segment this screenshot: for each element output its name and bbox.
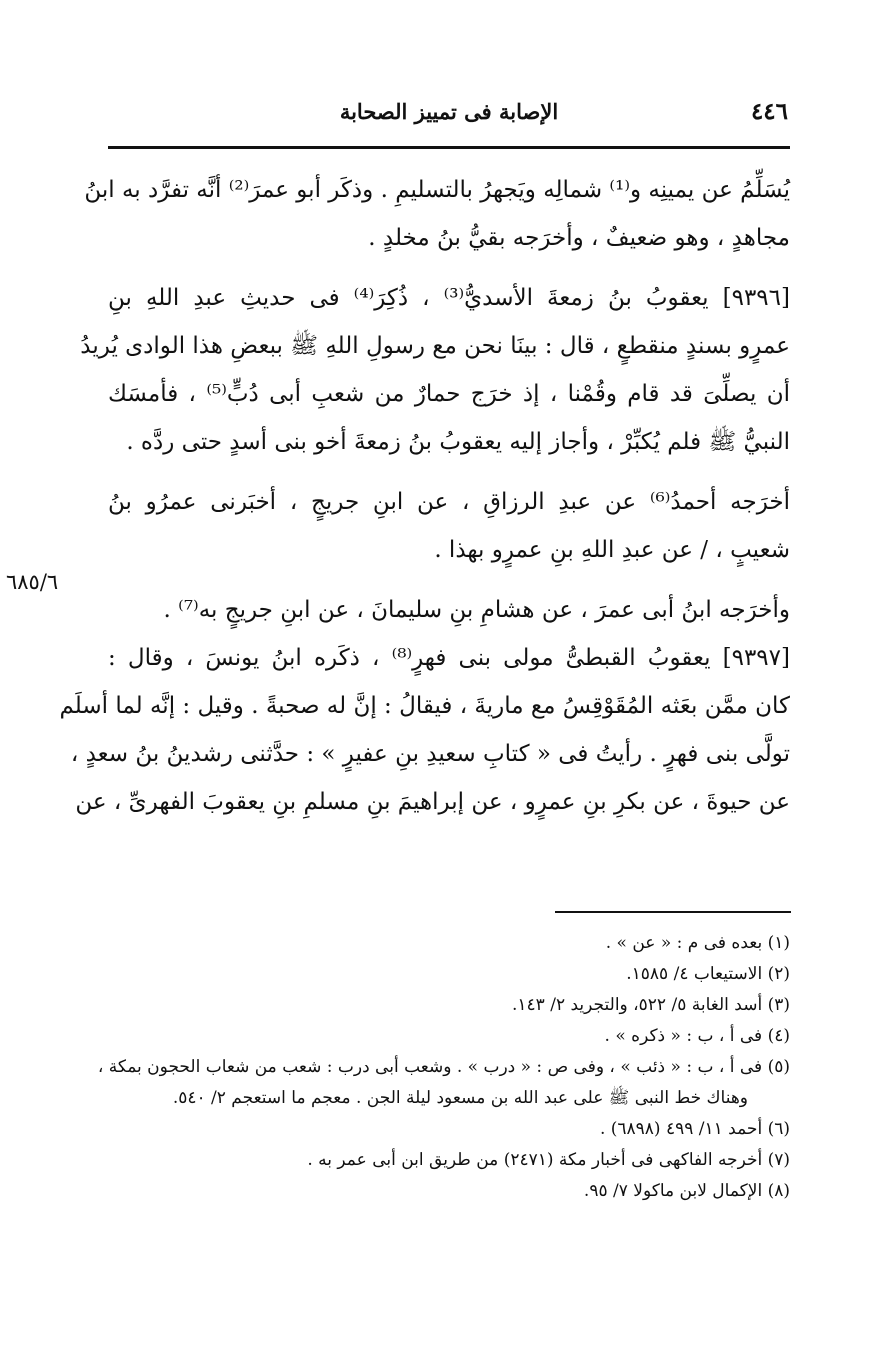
text-line: أن يصلِّىَ قد قام وقُمْنا ، إذ خرَج حمارٌ من شعبِ أبى دُبٍّ⁽⁵⁾ ، فأمسَك: [108, 381, 790, 407]
page-header: [108, 96, 790, 132]
text-line: مجاهدٍ ، وهو ضعيفٌ ، وأخرَجه بقيُّ بنُ مخلدٍ .: [368, 225, 790, 251]
running-title: الإصابة فى تمييز الصحابة: [339, 99, 559, 124]
footnote: (٣) أسد الغابة ٥/ ٥٢٢، والتجريد ٢/ ١٤٣.: [512, 995, 790, 1015]
main-text: [59, 166, 790, 826]
footnote: (٤) فى أ ، ب : « ذكره » .: [604, 1026, 790, 1046]
footnote-rule: [555, 911, 791, 913]
footnote: (٧) أخرجه الفاكهى فى أخبار مكة (٢٤٧١) من طريق ابن أبى عمر به .: [307, 1150, 790, 1170]
margin-volume-page-note: ٦٨٥/٦: [6, 570, 59, 594]
footnote: (٨) الإكمال لابن ماكولا ٧/ ٩٥.: [583, 1181, 790, 1201]
text-line: النبيُّ ﷺ فلم يُكبِّرْ ، وأجاز إليه يعقوبُ بنُ زمعةَ أخو بنى أسدٍ حتى ردَّه .: [126, 429, 790, 455]
page-number: ٤٤٦: [750, 98, 788, 125]
text-line: شعيبٍ ، / عن عبدِ اللهِ بنِ عمرٍو بهذا .: [434, 537, 790, 563]
footnote: (١) بعده فى م : « عن » .: [605, 933, 790, 953]
paragraph-gap: [108, 466, 790, 478]
entry-heading-line: [٩٣٩٧] يعقوبُ القبطىُّ مولى بنى فهرٍ⁽⁸⁾ ، ذكَره ابنُ يونسَ ، وقال :: [108, 645, 790, 671]
text-line: عمرٍو بسندٍ منقطعٍ ، قال : بينَا نحن مع رسولِ اللهِ ﷺ ببعضِ هذا الوادى يُريدُ: [80, 333, 790, 359]
footnote: (٦) أحمد ١١/ ٤٩٩ (٦٨٩٨) .: [599, 1119, 790, 1139]
paragraph-gap: [108, 262, 790, 274]
footnote: (٢) الاستيعاب ٤/ ١٥٨٥.: [626, 964, 790, 984]
text-line: عن حيوةَ ، عن بكرِ بنِ عمرٍو ، عن إبراهيمَ بنِ مسلمِ بنِ يعقوبَ الفهرىِّ ، عن: [75, 789, 790, 815]
text-line: وأخرَجه ابنُ أبى عمرَ ، عن هشامِ بنِ سليمانَ ، عن ابنِ جريجٍ به⁽⁷⁾ .: [163, 597, 790, 623]
footnote-continuation: وهناك خط النبى ﷺ على عبد الله بن مسعود ليلة الجن . معجم ما استعجم ٢/ ٥٤٠.: [172, 1088, 748, 1108]
header-rule: [108, 146, 790, 149]
footnote: (٥) فى أ ، ب : « ذئب » ، وفى ص : « درب » . وشعب أبى درب : شعب من شعاب الحجون بمكة ،: [97, 1057, 790, 1077]
text-line: كان ممَّن بعَثه المُقَوْقِسُ مع ماريةَ ، فيقالُ : إنَّ له صحبةً . وقيل : إنَّه لما أسلَم: [59, 693, 790, 719]
text-line: يُسَلِّمُ عن يمينِه و⁽¹⁾ شمالِه ويَجهرُ بالتسليمِ . وذكَر أبو عمرَ⁽²⁾ أنَّه تفرَّد به ابنُ: [84, 177, 790, 203]
text-line: أخرَجه أحمدُ⁽⁶⁾ عن عبدِ الرزاقِ ، عن ابنِ جريجٍ ، أخبَرنى عمرُو بنُ: [108, 489, 790, 515]
paragraph-gap: [108, 574, 790, 586]
entry-heading-line: [٩٣٩٦] يعقوبُ بنُ زمعةَ الأسديُّ⁽³⁾ ، ذُكِرَ⁽⁴⁾ فى حديثِ عبدِ اللهِ بنِ: [108, 285, 790, 311]
text-line: تولَّى بنى فهرٍ . رأيتُ فى « كتابِ سعيدِ بنِ عفيرٍ » : حدَّثنى رشدينُ بنُ سعدٍ ،: [70, 741, 790, 767]
footnotes: [97, 928, 790, 1207]
